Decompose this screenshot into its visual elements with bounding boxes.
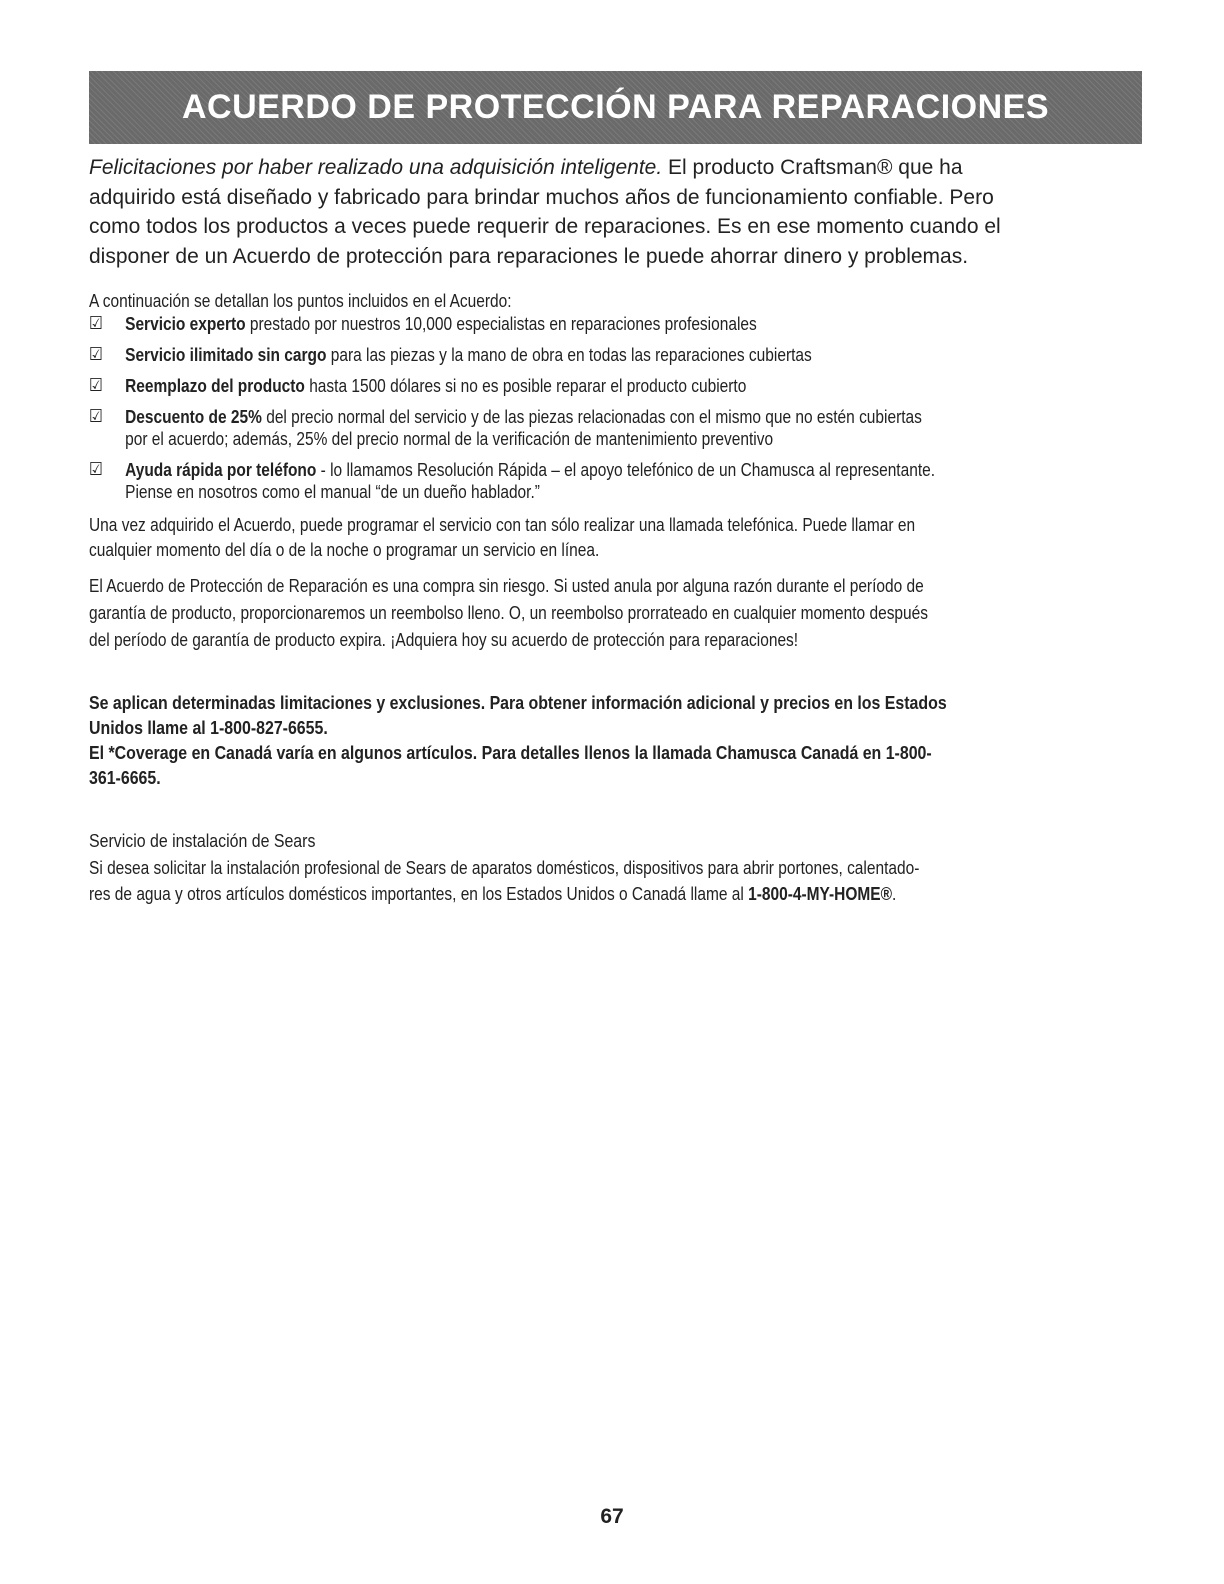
us-limitations-notice <box>89 690 1147 740</box>
feature-title: Servicio experto <box>125 314 246 334</box>
intro-line-2: adquirido está diseñado y fabricado para brindar muchos años de funcionamiento confiable. Pero <box>89 185 994 209</box>
title-banner <box>89 71 1142 144</box>
intro-lead: Felicitaciones por haber realizado una adquisición inteligente. <box>89 156 663 179</box>
checkbox-checked-icon: ☑ <box>89 459 103 480</box>
feature-text: del precio normal del servicio y de las piezas relacionadas con el mismo que no estén cubiertas <box>261 407 922 427</box>
feature-item <box>89 313 1147 335</box>
canada-notice-line-2: 361-6665. <box>89 767 161 788</box>
feature-title: Ayuda rápida por teléfono <box>125 460 317 480</box>
feature-title: Descuento de 25% <box>125 407 262 427</box>
feature-text-continued: Piense en nosotros como el manual “de un dueño hablador.” <box>125 482 540 502</box>
refund-line-2: garantía de producto, proporcionaremos un reembolso lleno. O, un reembolso prorrateado en cualquier momento después <box>89 603 928 623</box>
checkbox-checked-icon: ☑ <box>89 406 103 427</box>
intro-paragraph <box>89 153 1144 271</box>
feature-text: para las piezas y la mano de obra en todas las reparaciones cubiertas <box>326 345 812 365</box>
sears-line-2 <box>89 881 1147 907</box>
us-notice-line-2: Unidos llame al 1-800-827-6655. <box>89 717 328 738</box>
feature-text-continued: por el acuerdo; además, 25% del precio normal de la verificación de mantenimiento preventivo <box>125 429 774 449</box>
intro-line-3: como todos los productos a veces puede requerir de reparaciones. Es en ese momento cuando el <box>89 215 1001 238</box>
canada-notice-line-1: El *Coverage en Canadá varía en algunos artículos. Para detalles llenos la llamada Chamusca Canadá en 1-800- <box>89 742 932 763</box>
feature-title: Reemplazo del producto <box>125 376 305 396</box>
checkbox-checked-icon: ☑ <box>89 313 103 334</box>
intro-line-1 <box>89 153 1144 183</box>
feature-item <box>89 406 1147 450</box>
feature-item <box>89 459 1147 503</box>
scheduling-paragraph <box>89 513 1147 563</box>
feature-text: prestado por nuestros 10,000 especialistas en reparaciones profesionales <box>245 314 757 334</box>
scheduling-line-1: Una vez adquirido el Acuerdo, puede programar el servicio con tan sólo realizar una llamada telefónica. Puede llamar en <box>89 515 916 535</box>
features-list <box>89 289 1147 503</box>
sears-installation-paragraph <box>89 855 1147 907</box>
checkbox-checked-icon: ☑ <box>89 344 103 365</box>
feature-item <box>89 344 1147 366</box>
sears-phone-number: 1-800-4-MY-HOME® <box>748 884 892 904</box>
us-notice-line-1: Se aplican determinadas limitaciones y exclusiones. Para obtener información adicional y precios en los Estados <box>89 692 947 713</box>
sears-line-2-text: res de agua y otros artículos domésticos importantes, en los Estados Unidos o Canadá llame al <box>89 884 749 904</box>
refund-line-1: El Acuerdo de Protección de Reparación es una compra sin riesgo. Si usted anula por alguna razón durante el período de <box>89 576 924 596</box>
page-title: ACUERDO DE PROTECCIÓN PARA REPARACIONES <box>181 88 1050 126</box>
intro-line-4: disponer de un Acuerdo de protección para reparaciones le puede ahorrar dinero y problemas. <box>89 244 969 268</box>
feature-text: - lo llamamos Resolución Rápida – el apoyo telefónico de un Chamusca al representante. <box>316 460 936 480</box>
feature-title: Servicio ilimitado sin cargo <box>125 345 327 365</box>
refund-line-3: del período de garantía de producto expira. ¡Adquiera hoy su acuerdo de protección para reparaciones! <box>89 630 799 650</box>
sears-line-2-end: . <box>891 884 897 904</box>
page-number: 67 <box>600 1505 624 1528</box>
feature-item <box>89 375 1147 397</box>
refund-paragraph <box>89 573 1147 654</box>
checkbox-checked-icon: ☑ <box>89 375 103 396</box>
scheduling-line-2: cualquier momento del día o de la noche o programar un servicio en línea. <box>89 540 600 560</box>
sears-line-1: Si desea solicitar la instalación profesional de Sears de aparatos domésticos, dispositivos para abrir portones, calentado- <box>89 858 920 878</box>
canada-coverage-notice <box>89 740 1147 790</box>
feature-text: hasta 1500 dólares si no es posible reparar el producto cubierto <box>304 376 747 396</box>
features-caption: A continuación se detallan los puntos incluidos en el Acuerdo: <box>89 291 512 311</box>
sears-installation-heading: Servicio de instalación de Sears <box>89 830 316 851</box>
intro-line-1-rest: El producto Craftsman® que ha <box>662 156 963 179</box>
